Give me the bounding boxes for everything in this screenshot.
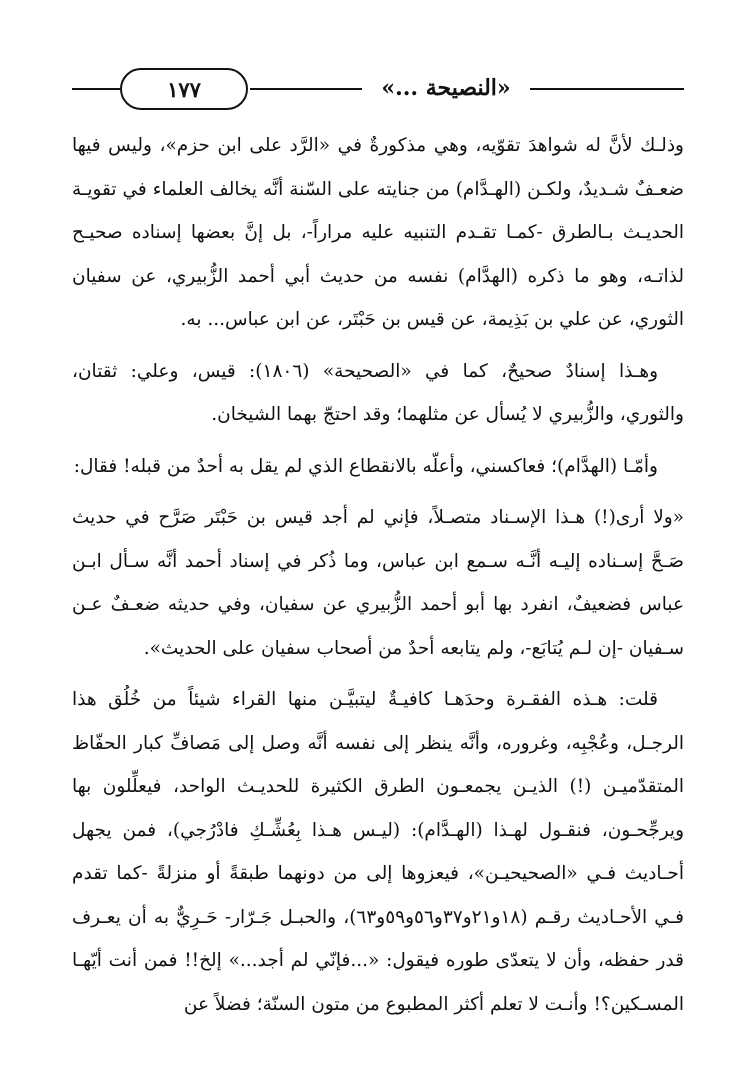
body-text bbox=[72, 124, 684, 1026]
paragraph-1: وذلـك لأنَّ له شواهدَ تقوّيه، وهي مذكورةٌ في «الرَّد على ابن حزم»، وليس فيها ضعـفٌ شـديدٌ، ولكـن (الهـدَّام) من جنايته على السّنة أنَّه يخالف العلماء في تقويـة الحديـث بـالطرق -كمـا تقـدم التنبيه عليه مراراً-، بل إنَّ بعضها إسناده صحيـح لذاتـه، وهو ما ذكره (الهدَّام) نفسه من حديث أبي أحمد الزُّبيري، عن سفيان الثوري، عن علي بن بَذِيمة، عن قيس بن حَبْتَر، عن ابن عباس... به. bbox=[72, 135, 684, 330]
header-rule-middle bbox=[250, 88, 362, 90]
header-rule-left bbox=[72, 88, 120, 90]
paragraph-2: وهـذا إسنادٌ صحيحٌ، كما في «الصحيحة» (١٨٠٦): قيس، وعلي: ثقتان، والثوري، والزُّبيري لا يُسأل عن مثلهما؛ وقد احتجّ بهما الشيخان. bbox=[72, 360, 684, 425]
header-rule-right bbox=[530, 88, 684, 90]
quoted-paragraph: «ولا أرى(!) هـذا الإسـناد متصـلاً، فإني لم أجد قيس بن حَبْتَر صَرَّح في حديث صَـحَّ إسـناده إليـه أنَّـه سـمع ابن عباس، وما ذُكر في إسناد أحمد أنَّه سـأل ابـن عباس فضعيفٌ، انفرد بها أبو أحمد الزُّبيري عن سفيان، وفي حديثه ضعـفٌ عـن سـفيان -إن لـم يُتابَع-، ولم يتابعه أحدٌ من أصحاب سفيان على الحديث». bbox=[72, 507, 684, 659]
paragraph-5: قلت: هـذه الفقـرة وحدَهـا كافيـةٌ ليتبيَّـن منها القراء شيئاً من خُلُق هذا الرجـل، وعُجْبِه، وغروره، وأنَّه ينظر إلى نفسه أنَّه وصل إلى مَصافِّ كبار الحفّاظ المتقدّميـن (!) الذيـن يجمعـون الطرق الكثيرة للحديـث الواحد، فيعلِّلون بها ويرجِّحـون، فنقـول لهـذا (الهـدَّام): (ليـس هـذا بِعُشِّـكِ فادْرُجي)، فمن يجهل أحـاديث فـي «الصحيحيـن»، فيعزوها إلى من دونهما طبقةً أو منزلةً -كما تقدم فـي الأحـاديث رقـم (١٨و٢١و٣٧و٥٦و٥٩و٦٣)، والحبـل جَـرّار- حَـرِيٌّ به أن يعـرف قدر حفظه، وأن لا يتعدّى طوره فيقول: «...فإنّي لم أجد...» إلخ!! فمن أنت أيّهـا المسـكين؟! وأنـت لا تعلم أكثر المطبوع من متون السنّة؛ فضلاً عن bbox=[72, 689, 684, 1015]
paragraph-3: وأمّـا (الهدَّام)؛ فعاكسني، وأعلّه بالانقطاع الذي لم يقل به أحدٌ من قبله! فقال: bbox=[73, 455, 658, 477]
page-header bbox=[72, 66, 684, 112]
page-number: ١٧٧ bbox=[120, 68, 248, 110]
running-title: «النصيحة ...» bbox=[381, 75, 511, 101]
